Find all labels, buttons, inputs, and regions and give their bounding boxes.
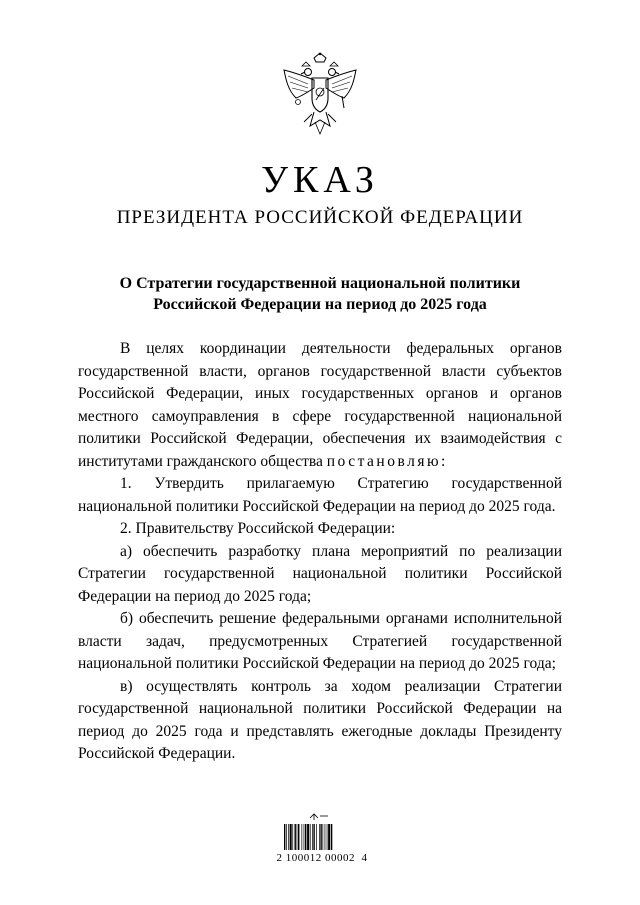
decree-heading-line-2: Российской Федерации на период до 2025 года <box>153 296 487 313</box>
decree-heading <box>90 273 550 315</box>
item-2a: а) обеспечить разработку плана мероприятий по реализации Стратегии государственной национальной политики Российской Федерации на период до 2025 года; <box>78 542 562 605</box>
item-2b: б) обеспечить решение федеральными органами исполнительной власти задач, предусмотренных Стратегией государственной национальной политики Российской Федерации на период до 2025 года; <box>78 610 562 672</box>
preamble-paragraph <box>78 338 562 473</box>
coat-of-arms-icon <box>278 52 362 142</box>
barcode-number: 2 100012 00002 4 <box>276 852 368 864</box>
item-2c: в) осуществлять контроль за ходом реализации Стратегии государственной национальной политики Российской Федерации на период до 2025 года и представлять ежегодные доклады Президенту Российской Федерации. <box>78 677 562 762</box>
decree-word-tail: : <box>441 452 446 470</box>
item-2: 2. Правительству Российской Федерации: <box>120 520 396 537</box>
item-1: 1. Утвердить прилагаемую Стратегию государственной национальной политики Российской Федерации на период до 2025 года. <box>78 475 562 515</box>
document-title: УКАЗ <box>261 159 379 201</box>
preamble-text: В целях координации деятельности федеральных органов государственной власти, органов государственной власти субъектов Российской Федерации, иных государственных органов и органов местного самоуправления в сфере государственной национальной политики Российской Федерации, обеспечения их взаимодействия с институтами гражданского общества <box>78 340 562 470</box>
decree-body <box>78 338 562 766</box>
decree-word: постановляю <box>326 452 442 470</box>
document-subtitle: ПРЕЗИДЕНТА РОССИЙСКОЙ ФЕДЕРАЦИИ <box>116 207 524 228</box>
decree-heading-line-1: О Стратегии государственной национальной политики <box>119 275 521 292</box>
